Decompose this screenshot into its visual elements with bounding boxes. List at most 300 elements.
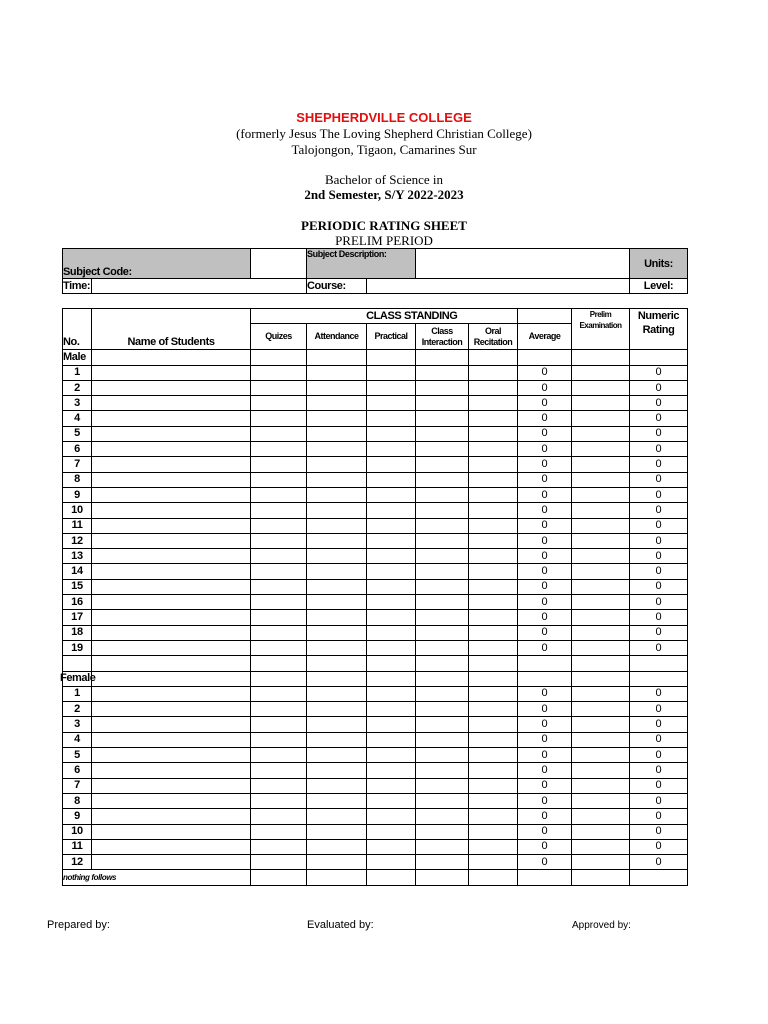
quizes-cell[interactable]: [251, 839, 307, 854]
prelim-exam-cell[interactable]: [572, 824, 630, 839]
student-name-cell[interactable]: [92, 778, 251, 793]
average-cell: 0: [518, 457, 572, 472]
course-value[interactable]: [367, 279, 630, 294]
attendance-cell[interactable]: [307, 625, 367, 640]
student-name-cell[interactable]: [92, 503, 251, 518]
female-rows: [63, 686, 688, 870]
row-number: 1: [63, 686, 92, 701]
average-cell: 0: [518, 472, 572, 487]
attendance-cell[interactable]: [307, 793, 367, 808]
college-address: Talojongon, Tigaon, Camarines Sur: [291, 142, 477, 157]
average-cell: 0: [518, 518, 572, 533]
table-row: [63, 518, 688, 533]
prelim-exam-cell[interactable]: [572, 457, 630, 472]
table-row: [63, 426, 688, 441]
row-number: 4: [63, 411, 92, 426]
numeric-rating-cell: 0: [630, 855, 688, 870]
class-interaction-cell[interactable]: [416, 411, 469, 426]
class-interaction-cell[interactable]: [416, 793, 469, 808]
numeric-rating-cell: 0: [630, 824, 688, 839]
student-name-cell[interactable]: [92, 763, 251, 778]
student-name-cell[interactable]: [92, 839, 251, 854]
quizes-cell[interactable]: [251, 457, 307, 472]
quizes-cell[interactable]: [251, 533, 307, 548]
grade-table: [62, 308, 688, 886]
class-interaction-cell[interactable]: [416, 595, 469, 610]
oral-recitation-cell[interactable]: [469, 442, 518, 457]
oral-recitation-cell[interactable]: [469, 855, 518, 870]
quizes-cell[interactable]: [251, 702, 307, 717]
oral-recitation-cell[interactable]: [469, 564, 518, 579]
student-name-cell[interactable]: [92, 717, 251, 732]
row-number: 12: [63, 533, 92, 548]
quizes-cell[interactable]: [251, 503, 307, 518]
class-interaction-cell[interactable]: [416, 610, 469, 625]
col-class-standing: CLASS STANDING: [307, 309, 518, 324]
student-name-cell[interactable]: [92, 809, 251, 824]
practical-cell[interactable]: [367, 778, 416, 793]
attendance-cell[interactable]: [307, 839, 367, 854]
class-interaction-cell[interactable]: [416, 809, 469, 824]
oral-recitation-cell[interactable]: [469, 809, 518, 824]
class-interaction-cell[interactable]: [416, 839, 469, 854]
attendance-cell[interactable]: [307, 717, 367, 732]
oral-recitation-cell[interactable]: [469, 518, 518, 533]
table-row: [63, 625, 688, 640]
oral-recitation-cell[interactable]: [469, 549, 518, 564]
quizes-cell[interactable]: [251, 487, 307, 502]
quizes-cell[interactable]: [251, 625, 307, 640]
average-cell: 0: [518, 595, 572, 610]
student-name-cell[interactable]: [92, 472, 251, 487]
quizes-cell[interactable]: [251, 763, 307, 778]
class-interaction-cell[interactable]: [416, 824, 469, 839]
oral-recitation-cell[interactable]: [469, 472, 518, 487]
average-cell: 0: [518, 625, 572, 640]
prelim-exam-cell[interactable]: [572, 793, 630, 808]
prelim-exam-cell[interactable]: [572, 549, 630, 564]
attendance-cell[interactable]: [307, 533, 367, 548]
attendance-cell[interactable]: [307, 426, 367, 441]
prelim-exam-cell[interactable]: [572, 579, 630, 594]
units-label: Units:: [630, 249, 688, 279]
attendance-cell[interactable]: [307, 640, 367, 655]
prelim-exam-cell[interactable]: [572, 809, 630, 824]
practical-cell[interactable]: [367, 824, 416, 839]
quizes-cell[interactable]: [251, 472, 307, 487]
class-interaction-cell[interactable]: [416, 717, 469, 732]
class-interaction-cell[interactable]: [416, 732, 469, 747]
attendance-cell[interactable]: [307, 610, 367, 625]
practical-cell[interactable]: [367, 533, 416, 548]
oral-recitation-cell[interactable]: [469, 380, 518, 395]
oral-recitation-cell[interactable]: [469, 411, 518, 426]
class-interaction-cell[interactable]: [416, 426, 469, 441]
numeric-rating-cell: 0: [630, 610, 688, 625]
numeric-rating-cell: 0: [630, 564, 688, 579]
prelim-exam-cell[interactable]: [572, 625, 630, 640]
average-cell: 0: [518, 533, 572, 548]
student-name-cell[interactable]: [92, 533, 251, 548]
prelim-exam-cell[interactable]: [572, 839, 630, 854]
attendance-cell[interactable]: [307, 549, 367, 564]
class-interaction-cell[interactable]: [416, 564, 469, 579]
average-cell: 0: [518, 442, 572, 457]
row-number: 7: [63, 457, 92, 472]
practical-cell[interactable]: [367, 503, 416, 518]
numeric-rating-cell: 0: [630, 732, 688, 747]
attendance-cell[interactable]: [307, 732, 367, 747]
col-no: No.: [63, 309, 92, 350]
class-interaction-cell[interactable]: [416, 472, 469, 487]
practical-cell[interactable]: [367, 564, 416, 579]
table-row: [63, 686, 688, 701]
attendance-cell[interactable]: [307, 595, 367, 610]
row-number: 7: [63, 778, 92, 793]
oral-recitation-cell[interactable]: [469, 625, 518, 640]
quizes-cell[interactable]: [251, 793, 307, 808]
numeric-rating-cell: 0: [630, 717, 688, 732]
class-interaction-cell[interactable]: [416, 518, 469, 533]
oral-recitation-cell[interactable]: [469, 640, 518, 655]
table-row: [63, 457, 688, 472]
student-name-cell[interactable]: [92, 396, 251, 411]
student-name-cell[interactable]: [92, 748, 251, 763]
class-interaction-cell[interactable]: [416, 702, 469, 717]
prelim-exam-cell[interactable]: [572, 686, 630, 701]
student-name-cell[interactable]: [92, 732, 251, 747]
class-interaction-cell[interactable]: [416, 855, 469, 870]
numeric-rating-cell: 0: [630, 380, 688, 395]
oral-recitation-cell[interactable]: [469, 702, 518, 717]
prelim-exam-cell[interactable]: [572, 380, 630, 395]
class-interaction-cell[interactable]: [416, 640, 469, 655]
oral-recitation-cell[interactable]: [469, 533, 518, 548]
prelim-exam-cell[interactable]: [572, 396, 630, 411]
oral-recitation-cell[interactable]: [469, 457, 518, 472]
attendance-cell[interactable]: [307, 809, 367, 824]
attendance-cell[interactable]: [307, 472, 367, 487]
period-label: PRELIM PERIOD: [335, 233, 433, 248]
practical-cell[interactable]: [367, 457, 416, 472]
attendance-cell[interactable]: [307, 824, 367, 839]
row-number: 1: [63, 365, 92, 380]
attendance-cell[interactable]: [307, 457, 367, 472]
prelim-exam-cell[interactable]: [572, 640, 630, 655]
practical-cell[interactable]: [367, 809, 416, 824]
average-cell: 0: [518, 839, 572, 854]
oral-recitation-cell[interactable]: [469, 778, 518, 793]
prelim-exam-cell[interactable]: [572, 442, 630, 457]
row-number: 8: [63, 793, 92, 808]
attendance-cell[interactable]: [307, 411, 367, 426]
prelim-exam-cell[interactable]: [572, 778, 630, 793]
oral-recitation-cell[interactable]: [469, 595, 518, 610]
attendance-cell[interactable]: [307, 778, 367, 793]
attendance-cell[interactable]: [307, 365, 367, 380]
prelim-exam-cell[interactable]: [572, 595, 630, 610]
average-cell: 0: [518, 793, 572, 808]
subject-code-label: Subject Code:: [63, 249, 251, 279]
table-row: [63, 411, 688, 426]
class-interaction-cell[interactable]: [416, 625, 469, 640]
attendance-cell[interactable]: [307, 442, 367, 457]
prelim-exam-cell[interactable]: [572, 855, 630, 870]
section-male: Male: [63, 350, 92, 365]
attendance-cell[interactable]: [307, 487, 367, 502]
practical-cell[interactable]: [367, 396, 416, 411]
practical-cell[interactable]: [367, 855, 416, 870]
practical-cell[interactable]: [367, 411, 416, 426]
subject-description-value[interactable]: [416, 249, 630, 279]
row-number: 5: [63, 748, 92, 763]
quizes-cell[interactable]: [251, 380, 307, 395]
oral-recitation-cell[interactable]: [469, 793, 518, 808]
class-interaction-cell[interactable]: [416, 686, 469, 701]
class-interaction-cell[interactable]: [416, 442, 469, 457]
average-cell: 0: [518, 610, 572, 625]
class-interaction-cell[interactable]: [416, 579, 469, 594]
attendance-cell[interactable]: [307, 702, 367, 717]
student-name-cell[interactable]: [92, 411, 251, 426]
numeric-rating-cell: 0: [630, 549, 688, 564]
student-name-cell[interactable]: [92, 549, 251, 564]
quizes-cell[interactable]: [251, 610, 307, 625]
practical-cell[interactable]: [367, 839, 416, 854]
oral-recitation-cell[interactable]: [469, 579, 518, 594]
class-interaction-cell[interactable]: [416, 503, 469, 518]
student-name-cell[interactable]: [92, 457, 251, 472]
attendance-cell[interactable]: [307, 380, 367, 395]
prelim-exam-cell[interactable]: [572, 503, 630, 518]
quizes-cell[interactable]: [251, 640, 307, 655]
practical-cell[interactable]: [367, 426, 416, 441]
quizes-cell[interactable]: [251, 824, 307, 839]
student-name-cell[interactable]: [92, 365, 251, 380]
oral-recitation-cell[interactable]: [469, 748, 518, 763]
student-name-cell[interactable]: [92, 610, 251, 625]
numeric-rating-cell: 0: [630, 442, 688, 457]
numeric-rating-cell: 0: [630, 702, 688, 717]
quizes-cell[interactable]: [251, 549, 307, 564]
student-name-cell[interactable]: [92, 686, 251, 701]
attendance-cell[interactable]: [307, 748, 367, 763]
practical-cell[interactable]: [367, 442, 416, 457]
oral-recitation-cell[interactable]: [469, 824, 518, 839]
level-label: Level:: [630, 279, 688, 294]
average-cell: 0: [518, 396, 572, 411]
quizes-cell[interactable]: [251, 686, 307, 701]
row-number: 9: [63, 487, 92, 502]
student-name-cell[interactable]: [92, 855, 251, 870]
table-row: [63, 702, 688, 717]
oral-recitation-cell[interactable]: [469, 717, 518, 732]
row-number: 15: [63, 579, 92, 594]
quizes-cell[interactable]: [251, 518, 307, 533]
average-cell: 0: [518, 411, 572, 426]
table-row: [63, 717, 688, 732]
attendance-cell[interactable]: [307, 564, 367, 579]
numeric-rating-cell: 0: [630, 809, 688, 824]
table-row: [63, 564, 688, 579]
student-name-cell[interactable]: [92, 442, 251, 457]
quizes-cell[interactable]: [251, 595, 307, 610]
practical-cell[interactable]: [367, 380, 416, 395]
class-interaction-cell[interactable]: [416, 763, 469, 778]
quizes-cell[interactable]: [251, 564, 307, 579]
average-cell: 0: [518, 380, 572, 395]
practical-cell[interactable]: [367, 518, 416, 533]
student-name-cell[interactable]: [92, 564, 251, 579]
numeric-rating-cell: 0: [630, 748, 688, 763]
time-course-table: [62, 278, 688, 294]
row-number: 11: [63, 839, 92, 854]
class-interaction-cell[interactable]: [416, 396, 469, 411]
oral-recitation-cell[interactable]: [469, 763, 518, 778]
quizes-cell[interactable]: [251, 411, 307, 426]
class-interaction-cell[interactable]: [416, 748, 469, 763]
practical-cell[interactable]: [367, 748, 416, 763]
prelim-exam-cell[interactable]: [572, 763, 630, 778]
average-cell: 0: [518, 503, 572, 518]
row-number: 12: [63, 855, 92, 870]
attendance-cell[interactable]: [307, 763, 367, 778]
attendance-cell[interactable]: [307, 396, 367, 411]
practical-cell[interactable]: [367, 595, 416, 610]
quizes-cell[interactable]: [251, 732, 307, 747]
student-name-cell[interactable]: [92, 640, 251, 655]
class-interaction-cell[interactable]: [416, 487, 469, 502]
quizes-cell[interactable]: [251, 748, 307, 763]
average-cell: 0: [518, 686, 572, 701]
row-number: 2: [63, 380, 92, 395]
student-name-cell[interactable]: [92, 595, 251, 610]
table-row: [63, 763, 688, 778]
quizes-cell[interactable]: [251, 442, 307, 457]
student-name-cell[interactable]: [92, 487, 251, 502]
quizes-cell[interactable]: [251, 855, 307, 870]
practical-cell[interactable]: [367, 763, 416, 778]
quizes-cell[interactable]: [251, 778, 307, 793]
semester-label: 2nd Semester, S/Y 2022-2023: [304, 187, 464, 202]
class-interaction-cell[interactable]: [416, 549, 469, 564]
class-interaction-cell[interactable]: [416, 365, 469, 380]
prelim-exam-cell[interactable]: [572, 426, 630, 441]
practical-cell[interactable]: [367, 549, 416, 564]
practical-cell[interactable]: [367, 579, 416, 594]
student-name-cell[interactable]: [92, 625, 251, 640]
attendance-cell[interactable]: [307, 503, 367, 518]
prelim-exam-cell[interactable]: [572, 610, 630, 625]
oral-recitation-cell[interactable]: [469, 396, 518, 411]
practical-cell[interactable]: [367, 487, 416, 502]
quizes-cell[interactable]: [251, 717, 307, 732]
prelim-exam-cell[interactable]: [572, 533, 630, 548]
quizes-cell[interactable]: [251, 579, 307, 594]
class-interaction-cell[interactable]: [416, 380, 469, 395]
oral-recitation-cell[interactable]: [469, 503, 518, 518]
prelim-exam-cell[interactable]: [572, 702, 630, 717]
oral-recitation-cell[interactable]: [469, 839, 518, 854]
col-class-interaction: Class Interaction: [416, 324, 469, 350]
col-name: Name of Students: [92, 309, 251, 350]
prelim-exam-cell[interactable]: [572, 748, 630, 763]
oral-recitation-cell[interactable]: [469, 686, 518, 701]
class-interaction-cell[interactable]: [416, 778, 469, 793]
attendance-cell[interactable]: [307, 518, 367, 533]
practical-cell[interactable]: [367, 793, 416, 808]
class-interaction-cell[interactable]: [416, 533, 469, 548]
student-name-cell[interactable]: [92, 793, 251, 808]
table-row: [63, 824, 688, 839]
quizes-cell[interactable]: [251, 809, 307, 824]
row-number: 8: [63, 472, 92, 487]
oral-recitation-cell[interactable]: [469, 487, 518, 502]
attendance-cell[interactable]: [307, 686, 367, 701]
practical-cell[interactable]: [367, 365, 416, 380]
time-value[interactable]: [92, 279, 307, 294]
student-name-cell[interactable]: [92, 380, 251, 395]
oral-recitation-cell[interactable]: [469, 365, 518, 380]
oral-recitation-cell[interactable]: [469, 610, 518, 625]
table-row: [63, 503, 688, 518]
subject-code-value[interactable]: [251, 249, 307, 279]
quizes-cell[interactable]: [251, 396, 307, 411]
student-name-cell[interactable]: [92, 579, 251, 594]
prelim-exam-cell[interactable]: [572, 717, 630, 732]
table-row: [63, 748, 688, 763]
prelim-exam-cell[interactable]: [572, 518, 630, 533]
prelim-exam-cell[interactable]: [572, 365, 630, 380]
numeric-rating-cell: 0: [630, 839, 688, 854]
student-name-cell[interactable]: [92, 426, 251, 441]
practical-cell[interactable]: [367, 717, 416, 732]
prelim-exam-cell[interactable]: [572, 732, 630, 747]
prelim-exam-cell[interactable]: [572, 472, 630, 487]
student-name-cell[interactable]: [92, 824, 251, 839]
average-cell: 0: [518, 763, 572, 778]
oral-recitation-cell[interactable]: [469, 732, 518, 747]
practical-cell[interactable]: [367, 610, 416, 625]
practical-cell[interactable]: [367, 732, 416, 747]
practical-cell[interactable]: [367, 625, 416, 640]
attendance-cell[interactable]: [307, 855, 367, 870]
approved-by-label: Approved by:: [572, 920, 631, 931]
numeric-rating-cell: 0: [630, 793, 688, 808]
practical-cell[interactable]: [367, 640, 416, 655]
practical-cell[interactable]: [367, 472, 416, 487]
table-row: [63, 732, 688, 747]
practical-cell[interactable]: [367, 686, 416, 701]
average-cell: 0: [518, 717, 572, 732]
quizes-cell[interactable]: [251, 426, 307, 441]
prepared-by-label: Prepared by:: [47, 919, 110, 931]
prelim-exam-cell[interactable]: [572, 487, 630, 502]
student-name-cell[interactable]: [92, 518, 251, 533]
table-row: [63, 595, 688, 610]
oral-recitation-cell[interactable]: [469, 426, 518, 441]
practical-cell[interactable]: [367, 702, 416, 717]
attendance-cell[interactable]: [307, 579, 367, 594]
average-cell: 0: [518, 732, 572, 747]
class-interaction-cell[interactable]: [416, 457, 469, 472]
prelim-exam-cell[interactable]: [572, 411, 630, 426]
student-name-cell[interactable]: [92, 702, 251, 717]
average-cell: 0: [518, 809, 572, 824]
quizes-cell[interactable]: [251, 365, 307, 380]
prelim-exam-cell[interactable]: [572, 564, 630, 579]
col-oral-recitation: Oral Recitation: [469, 324, 518, 350]
